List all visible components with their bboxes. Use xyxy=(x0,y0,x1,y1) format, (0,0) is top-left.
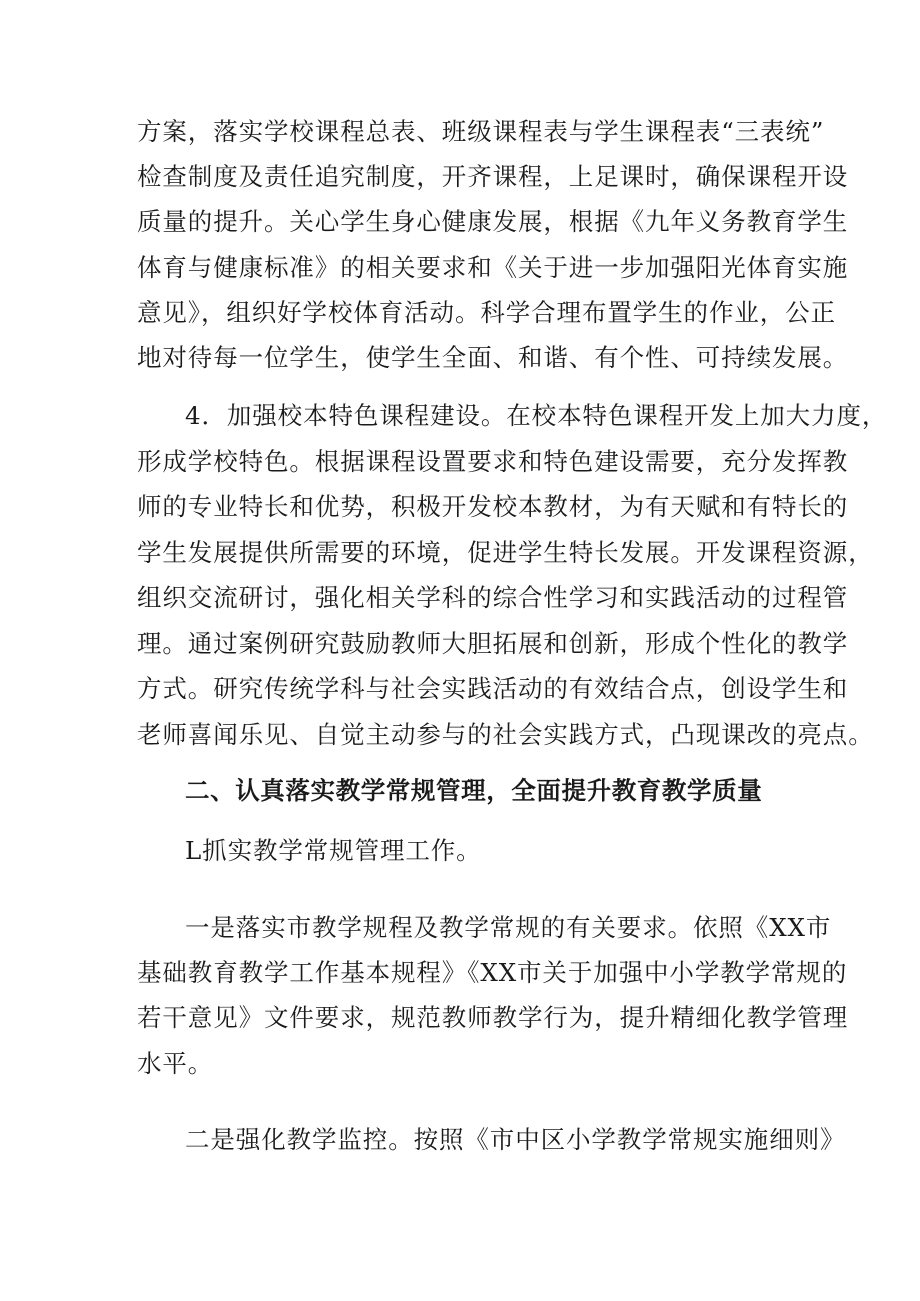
text-line: 基础教育教学工作基本规程》《XX市关于加强中小学教学常规的 xyxy=(137,958,848,987)
text-line: 组织交流研讨，强化相关学科的综合性学习和实践活动的过程管 xyxy=(137,583,849,612)
text-line: 二是强化教学监控。按照《市中区小学教学常规实施细则》 xyxy=(185,1125,846,1154)
text-line: 4．加强校本特色课程建设。在校本特色课程开发上加大力度， xyxy=(185,401,888,430)
text-line: 体育与健康标准》的相关要求和《关于进一步加强阳光体育实施 xyxy=(137,253,849,282)
text-line: 老师喜闻乐见、自觉主动参与的社会实践方式，凸现课改的亮点。 xyxy=(137,720,874,749)
text-line: 意见》，组织好学校体育活动。科学合理布置学生的作业，公正 xyxy=(137,298,836,327)
subheading: L抓实教学常规管理工作。 xyxy=(185,836,482,865)
text-line: 地对待每一位学生，使学生全面、和谐、有个性、可持续发展。 xyxy=(137,343,849,372)
text-line: 理。通过案例研究鼓励教师大胆拓展和创新，形成个性化的教学 xyxy=(137,629,849,658)
text-line: 方案，落实学校课程总表、班级课程表与学生课程表“三表统” xyxy=(137,117,825,146)
text-line: 师的专业特长和优势，积极开发校本教材，为有天赋和有特长的 xyxy=(137,492,849,521)
text-line: 质量的提升。关心学生身心健康发展，根据《九年义务教育学生 xyxy=(137,207,849,236)
section-heading: 二、认真落实教学常规管理，全面提升教育教学质量 xyxy=(185,776,763,805)
text-line: 水平。 xyxy=(137,1049,214,1078)
text-line: 若干意见》文件要求，规范教师教学行为，提升精细化教学管理 xyxy=(137,1003,849,1032)
text-line: 检查制度及责任追究制度，开齐课程，上足课时，确保课程开设 xyxy=(137,162,849,191)
text-line: 方式。研究传统学科与社会实践活动的有效结合点，创设学生和 xyxy=(137,674,849,703)
text-line: 一是落实市教学规程及教学常规的有关要求。依照《XX市 xyxy=(185,913,832,942)
text-line: 形成学校特色。根据课程设置要求和特色建设需要，充分发挥教 xyxy=(137,447,849,476)
text-line: 学生发展提供所需要的环境，促进学生特长发展。开发课程资源， xyxy=(137,538,874,567)
